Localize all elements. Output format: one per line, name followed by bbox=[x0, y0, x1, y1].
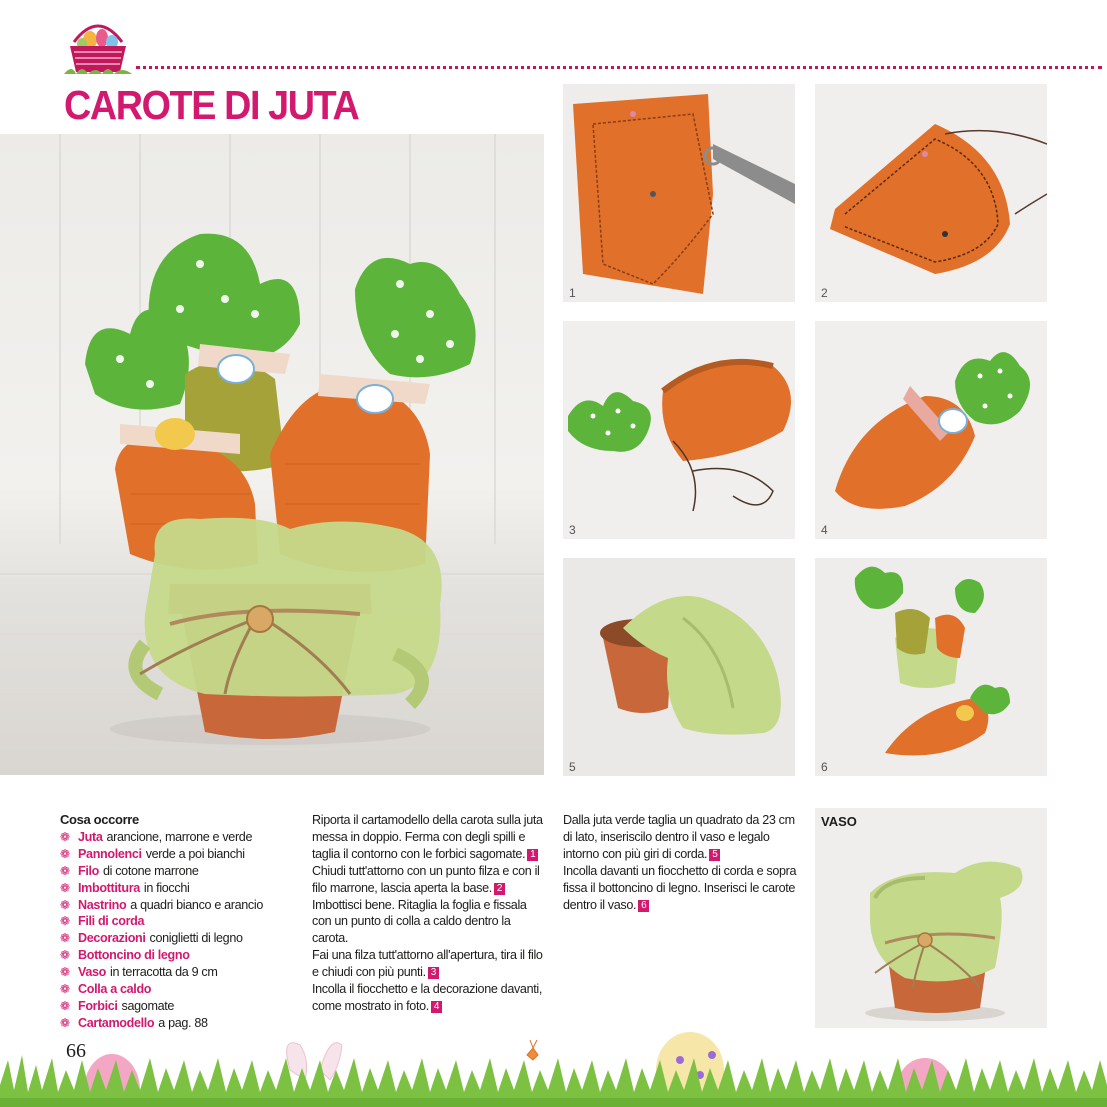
list-item: ❁ Decorazioni coniglietti di legno bbox=[60, 931, 243, 946]
list-item: ❁ Nastrino a quadri bianco e arancio bbox=[60, 897, 263, 912]
gear-bullet-icon: ❁ bbox=[60, 829, 70, 844]
step-ref-badge: 6 bbox=[638, 900, 649, 912]
vaso-label: VASO bbox=[821, 814, 857, 829]
instruction-paragraph: Fai una filza tutt'attorno all'apertura, tira il filo e chiudi con più punti. 3 bbox=[312, 948, 543, 980]
step-number: 5 bbox=[569, 760, 576, 774]
gear-bullet-icon: ❁ bbox=[60, 914, 70, 929]
gear-bullet-icon: ❁ bbox=[60, 982, 70, 997]
list-item: ❁ Cartamodello a pag. 88 bbox=[60, 1015, 208, 1030]
easter-basket-icon bbox=[62, 16, 134, 80]
page-number: 66 bbox=[66, 1040, 86, 1062]
list-item: ❁ Pannolenci verde a poi bianchi bbox=[60, 846, 245, 861]
gear-bullet-icon: ❁ bbox=[60, 863, 70, 878]
instruction-paragraph: Incolla il fiocchetto e la decorazione davanti, come mostrato in foto. 4 bbox=[312, 982, 542, 1013]
list-item: ❁ Forbici sagomate bbox=[60, 998, 175, 1013]
list-item: ❁ Juta arancione, marrone e verde bbox=[60, 829, 253, 844]
instruction-paragraph: Incolla davanti un fiocchetto di corda e sopra fissa il bottoncino di legno. Inserisci le carote dentro il vaso. 6 bbox=[563, 863, 797, 912]
materials-list bbox=[60, 812, 300, 1032]
vaso-photo bbox=[815, 808, 1047, 1028]
hero-photo bbox=[0, 134, 544, 775]
list-item: ❁ Colla a caldo bbox=[60, 982, 152, 997]
list-item: ❁ Vaso in terracotta da 9 cm bbox=[60, 965, 218, 980]
step-photo-1 bbox=[563, 84, 795, 302]
instruction-paragraph: Chiudi tutt'attorno con un punto filza e con il filo marrone, lascia aperta la base. 2 bbox=[312, 863, 540, 895]
list-item: ❁ Bottoncino di legno bbox=[60, 948, 190, 963]
list-item: ❁ Fili di corda bbox=[60, 914, 145, 929]
instruction-paragraph: Imbottisci bene. Ritaglia la foglia e fissala con un punto di colla a caldo dentro la carota. bbox=[312, 897, 527, 946]
gear-bullet-icon: ❁ bbox=[60, 931, 70, 946]
gear-bullet-icon: ❁ bbox=[60, 846, 70, 861]
step-photo-3 bbox=[563, 321, 795, 539]
instruction-paragraph: Dalla juta verde taglia un quadrato da 23 cm di lato, inseriscilo dentro il vaso e legalo intorno con più giri di corda. 5 bbox=[563, 813, 795, 861]
gear-bullet-icon: ❁ bbox=[60, 1015, 70, 1030]
step-photo-5 bbox=[563, 558, 795, 776]
grass-footer-decoration bbox=[0, 1030, 1107, 1107]
list-item: ❁ Filo di cotone marrone bbox=[60, 863, 199, 878]
step-ref-badge: 5 bbox=[709, 849, 720, 861]
step-number: 3 bbox=[569, 523, 576, 537]
header-dotted-rule bbox=[136, 66, 1102, 69]
step-number: 2 bbox=[821, 286, 828, 300]
gear-bullet-icon: ❁ bbox=[60, 880, 70, 895]
gear-bullet-icon: ❁ bbox=[60, 965, 70, 980]
step-photo-4 bbox=[815, 321, 1047, 539]
instruction-paragraph: Riporta il cartamodello della carota sulla juta messa in doppio. Ferma con degli spilli e taglia il contorno con le forbici sagomate. 1 bbox=[312, 813, 543, 861]
gear-bullet-icon: ❁ bbox=[60, 897, 70, 912]
instructions-column-1 bbox=[312, 812, 544, 1015]
list-item: ❁ Imbottitura in fiocchi bbox=[60, 880, 190, 895]
step-number: 1 bbox=[569, 286, 576, 300]
step-number: 4 bbox=[821, 523, 828, 537]
step-photo-6 bbox=[815, 558, 1047, 776]
gear-bullet-icon: ❁ bbox=[60, 998, 70, 1013]
gear-bullet-icon: ❁ bbox=[60, 948, 70, 963]
step-photo-2 bbox=[815, 84, 1047, 302]
page-title: CAROTE DI JUTA bbox=[64, 82, 359, 128]
materials-title: Cosa occorre bbox=[60, 812, 139, 827]
step-number: 6 bbox=[821, 760, 828, 774]
step-ref-badge: 1 bbox=[527, 849, 538, 861]
step-ref-badge: 2 bbox=[494, 883, 505, 895]
step-ref-badge: 4 bbox=[431, 1001, 442, 1013]
step-ref-badge: 3 bbox=[428, 967, 439, 979]
instructions-column-2 bbox=[563, 812, 797, 913]
